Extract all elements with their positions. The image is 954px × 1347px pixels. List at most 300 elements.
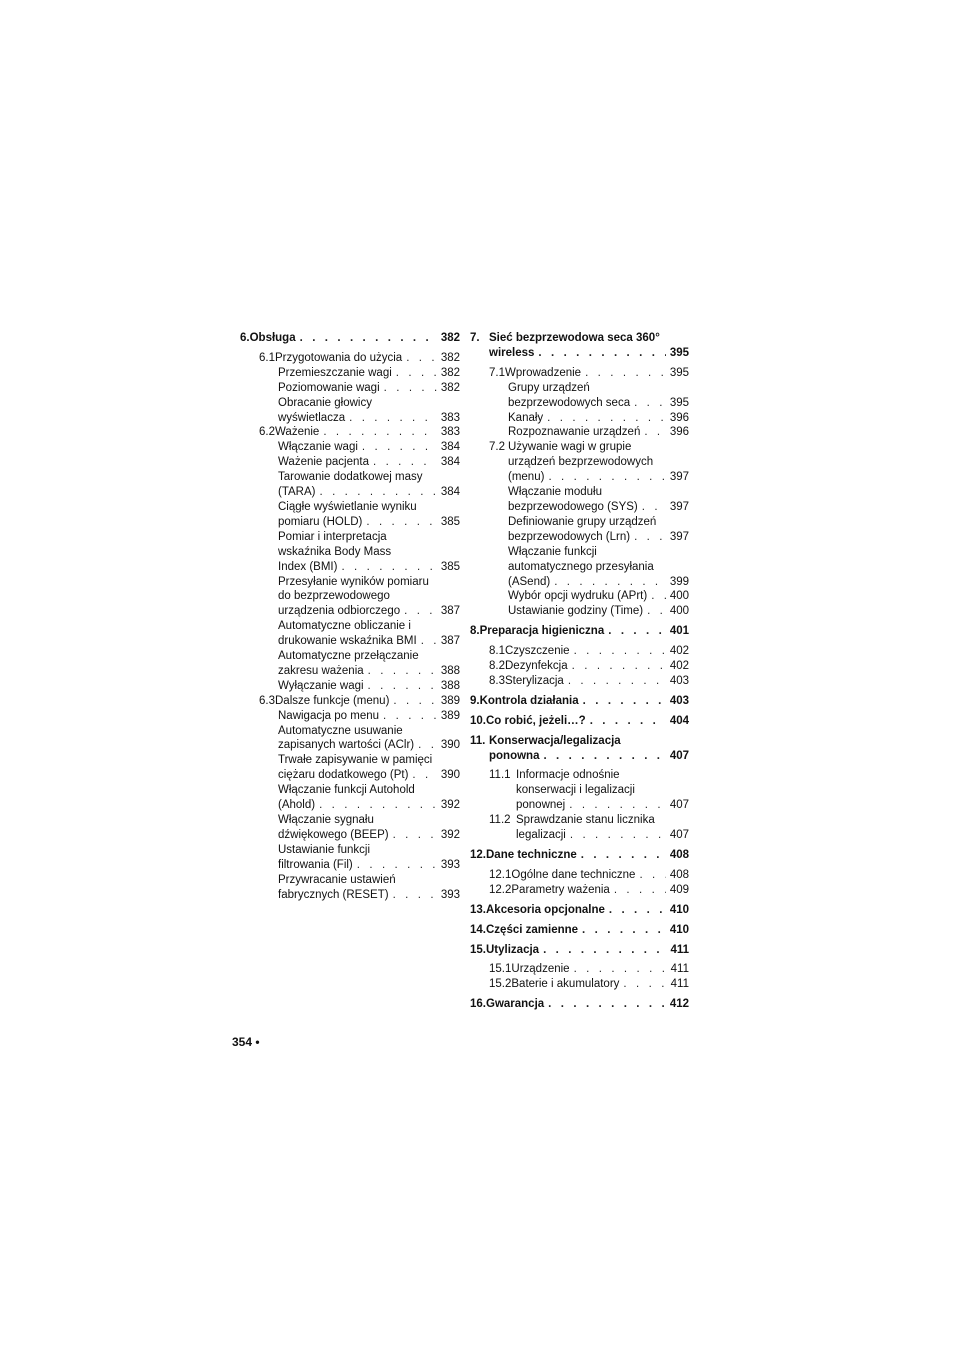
section-number: 11.1: [489, 769, 511, 782]
toc-entry[interactable]: [470, 734, 689, 764]
section-title: bezprzewodowych seca: [508, 396, 631, 409]
dot-leader: [362, 440, 437, 455]
dot-leader: [319, 485, 436, 500]
page-ref: 409: [669, 883, 689, 896]
toc-entry[interactable]: [470, 714, 689, 729]
toc-left-column: [240, 331, 460, 902]
section-title: Dalsze funkcje (menu): [275, 694, 390, 707]
dot-leader: [384, 381, 437, 396]
toc-entry[interactable]: [470, 903, 689, 918]
toc-entry-line: [278, 858, 460, 873]
section-title: drukowanie wskaźnika BMI: [278, 635, 417, 648]
dot-leader: [647, 604, 666, 619]
section-number: 12.1: [489, 868, 512, 881]
page-ref: 400: [669, 590, 689, 603]
toc-entry-line: [278, 545, 460, 560]
dot-leader: [639, 868, 665, 883]
page-ref: 411: [670, 978, 689, 991]
page-ref: 401: [669, 625, 689, 638]
dot-leader: [581, 848, 666, 863]
section-number: 12.2: [489, 883, 512, 896]
toc-entry-line: [489, 768, 689, 783]
section-title: zapisanych wartości (AClr): [278, 739, 415, 752]
section-title: Włączanie funkcji Autohold: [278, 784, 415, 797]
section-title: Kanały: [508, 411, 544, 424]
dot-leader: [368, 679, 437, 694]
page-ref: 412: [669, 998, 689, 1011]
toc-entry[interactable]: [278, 724, 460, 754]
section-number: 16.: [470, 998, 486, 1011]
section-title: Nawigacja po menu: [278, 709, 380, 722]
section-title: Wyłączanie wagi: [278, 679, 364, 692]
toc-entry-line: [470, 923, 689, 938]
page-ref: 402: [669, 660, 689, 673]
section-title: pomiaru (HOLD): [278, 515, 363, 528]
section-number: 14.: [470, 923, 486, 936]
toc-entry[interactable]: [489, 962, 689, 977]
section-title: urządzeń bezprzewodowych: [508, 456, 654, 469]
toc-entry-line: [278, 828, 460, 843]
section-title: Ustawianie funkcji: [278, 843, 371, 856]
toc-entry-line: [278, 753, 460, 768]
toc-entry-line: [278, 843, 460, 858]
toc-entry-line: [508, 545, 689, 560]
toc-entry-line: [278, 888, 460, 903]
dot-leader: [368, 664, 437, 679]
page-ref: 399: [669, 575, 689, 588]
page-ref: 411: [670, 963, 689, 976]
toc-entry-line: [278, 470, 460, 485]
toc-entry-line: [489, 659, 689, 674]
section-title: ciężaru dodatkowego (Pt): [278, 769, 409, 782]
page-ref: 389: [440, 694, 460, 707]
dot-leader: [366, 515, 436, 530]
dot-leader: [406, 351, 437, 366]
dot-leader: [421, 634, 437, 649]
section-title: urządzenia odbiorczego: [278, 605, 401, 618]
toc-entry-line: [508, 560, 689, 575]
toc-entry[interactable]: [278, 709, 460, 724]
section-title: Włączanie sygnału: [278, 814, 374, 826]
toc-entry-line: [278, 411, 460, 426]
dot-leader: [623, 977, 666, 992]
toc-entry-line: [489, 798, 689, 813]
toc-entry-line: [278, 709, 460, 724]
toc-entry-line: [278, 366, 460, 381]
page-ref: 389: [440, 709, 460, 722]
toc-entry[interactable]: [508, 589, 689, 604]
toc-entry[interactable]: [278, 783, 460, 813]
toc-entry-line: [470, 624, 689, 639]
section-title: Preparacja higieniczna: [479, 625, 605, 638]
toc-entry[interactable]: [240, 331, 460, 346]
section-title: Utylizacja: [486, 943, 540, 956]
page-ref: 407: [669, 749, 689, 762]
section-number: 6.1: [259, 351, 275, 364]
toc-entry-line: [278, 440, 460, 455]
toc-entry-line: [508, 485, 689, 500]
section-title: ponownej: [516, 799, 566, 812]
toc-entry[interactable]: [489, 868, 689, 883]
toc-entry-line: [278, 873, 460, 888]
toc-entry-line: [278, 798, 460, 813]
toc-entry[interactable]: [278, 396, 460, 426]
toc-entry-line: [470, 331, 689, 346]
dot-leader: [547, 411, 666, 426]
section-title: Co robić, jeżeli…?: [486, 714, 586, 727]
section-number: 10.: [470, 714, 486, 727]
section-title: Czyszczenie: [505, 645, 570, 658]
toc-entry-line: [278, 560, 460, 575]
section-number: 7.: [470, 332, 480, 344]
toc-entry-line: [508, 515, 689, 530]
section-title: Wybór opcji wydruku (APrt): [508, 590, 648, 603]
section-title: bezprzewodowych (Lrn): [508, 530, 631, 543]
section-title: legalizacji: [516, 829, 566, 842]
section-number: 11.2: [489, 814, 511, 827]
toc-entry[interactable]: [470, 923, 689, 938]
section-title: Włączanie wagi: [278, 441, 358, 454]
section-title: Przygotowania do użycia: [275, 351, 403, 364]
dot-leader: [323, 425, 436, 440]
toc-entry[interactable]: [278, 470, 460, 500]
section-title: dźwiękowego (BEEP): [278, 828, 389, 841]
toc-entry-line: [278, 575, 460, 590]
toc-entry-line: [489, 783, 689, 798]
page-ref: 382: [440, 332, 460, 344]
toc-right-column: [470, 331, 689, 1012]
section-number: 13.: [470, 903, 486, 916]
page-ref: 383: [440, 411, 460, 424]
toc-entry-line: [470, 734, 689, 749]
toc-entry[interactable]: [470, 331, 689, 361]
section-title: Grupy urządzeń: [508, 381, 590, 394]
toc-entry[interactable]: [259, 425, 460, 440]
section-title: Gwarancja: [486, 998, 545, 1011]
dot-leader: [538, 346, 665, 361]
toc-entry[interactable]: [278, 530, 460, 575]
page-ref: 407: [669, 829, 689, 842]
toc-entry-line: [470, 943, 689, 958]
toc-entry-line: [278, 381, 460, 396]
page-ref: 396: [669, 426, 689, 439]
page-ref: 388: [440, 664, 460, 677]
toc-entry-line: [470, 714, 689, 729]
section-title: Kontrola działania: [479, 694, 579, 707]
dot-leader: [383, 709, 437, 724]
page-ref: 410: [669, 903, 689, 916]
toc-entry[interactable]: [508, 604, 689, 619]
section-title: do bezprzewodowego: [278, 590, 390, 603]
toc-entry-line: [278, 604, 460, 619]
section-title: Ustawianie godziny (Time): [508, 605, 644, 618]
footer-bullet: •: [255, 1035, 260, 1049]
page-ref: 393: [440, 888, 460, 901]
toc-entry-line: [470, 997, 689, 1012]
dot-leader: [642, 500, 666, 515]
toc-entry-line: [259, 694, 460, 709]
toc-entry[interactable]: [489, 768, 689, 813]
page-ref: 384: [440, 486, 460, 499]
toc-entry[interactable]: [278, 843, 460, 873]
section-number: 8.3: [489, 674, 505, 687]
section-title: (ASend): [508, 575, 551, 588]
toc-entry[interactable]: [508, 545, 689, 590]
section-title: Sieć bezprzewodowa seca 360°: [489, 332, 660, 344]
page-ref: 404: [669, 714, 689, 727]
section-title: konserwacji i legalizacji: [516, 784, 635, 797]
dot-leader: [393, 888, 437, 903]
toc-entry-line: [489, 828, 689, 843]
dot-leader: [568, 674, 666, 689]
toc-entry[interactable]: [278, 500, 460, 530]
dot-leader: [609, 903, 666, 918]
toc-entry[interactable]: [278, 366, 460, 381]
toc-entry-line: [278, 664, 460, 679]
dot-leader: [412, 768, 436, 783]
toc-entry-line: [470, 346, 689, 361]
section-title: Dane techniczne: [486, 849, 577, 861]
page-ref: 407: [669, 799, 689, 812]
dot-leader: [569, 798, 666, 813]
section-title: Urządzenie: [511, 963, 570, 976]
toc-entry-line: [489, 440, 689, 455]
section-number: 6.3: [259, 694, 275, 707]
section-title: Wprowadzenie: [505, 366, 582, 379]
section-title: fabrycznych (RESET): [278, 888, 389, 901]
toc-entry[interactable]: [278, 649, 460, 679]
section-title: automatycznego przesyłania: [508, 560, 654, 573]
toc-entry-line: [278, 813, 460, 828]
dot-leader: [396, 366, 437, 381]
dot-leader: [634, 530, 666, 545]
section-title: wskaźnika Body Mass: [278, 545, 392, 558]
section-title: Obsługa: [249, 332, 296, 344]
toc-entry-line: [278, 783, 460, 798]
toc-entry[interactable]: [508, 515, 689, 545]
dot-leader: [585, 366, 666, 381]
page-ref: 410: [669, 923, 689, 936]
toc-entry-line: [508, 396, 689, 411]
page-ref: 400: [669, 605, 689, 618]
toc-entry[interactable]: [470, 848, 689, 863]
section-title: Sterylizacja: [505, 674, 564, 687]
toc-entry[interactable]: [278, 455, 460, 470]
dot-leader: [418, 738, 437, 753]
page-ref: 408: [669, 868, 689, 881]
toc-entry-line: [278, 589, 460, 604]
page-ref: 392: [440, 799, 460, 812]
toc-entry[interactable]: [489, 977, 689, 992]
toc-entry-line: [278, 530, 460, 545]
page-ref: 390: [440, 739, 460, 752]
page-ref: 390: [440, 769, 460, 782]
dot-leader: [548, 997, 666, 1012]
toc-entry-line: [259, 351, 460, 366]
toc-entry[interactable]: [470, 694, 689, 709]
page-ref: 385: [440, 560, 460, 573]
page-ref: 403: [669, 694, 689, 707]
page-ref: 392: [440, 828, 460, 841]
section-number: 15.: [470, 943, 486, 956]
toc-entry-line: [489, 813, 689, 828]
section-number: 6.: [240, 332, 250, 344]
dot-leader: [543, 943, 666, 958]
section-title: zakresu ważenia: [278, 664, 364, 677]
toc-entry-line: [470, 749, 689, 764]
toc-entry-line: [489, 868, 689, 883]
toc-entry[interactable]: [508, 485, 689, 515]
toc-entry-line: [508, 589, 689, 604]
toc-entry-line: [489, 644, 689, 659]
toc-entry-line: [489, 674, 689, 689]
toc-entry[interactable]: [489, 644, 689, 659]
section-title: (TARA): [278, 486, 316, 499]
section-title: Automatyczne obliczanie i: [278, 620, 411, 633]
toc-entry-line: [278, 619, 460, 634]
section-title: Używanie wagi w grupie: [508, 441, 632, 454]
section-title: Baterie i akumulatory: [511, 978, 620, 991]
page-ref: 384: [440, 456, 460, 469]
dot-leader: [634, 396, 666, 411]
dot-leader: [373, 455, 437, 470]
toc-entry[interactable]: [278, 440, 460, 455]
toc-entry[interactable]: [470, 943, 689, 958]
page-ref: 408: [669, 849, 689, 861]
section-title: (menu): [508, 471, 545, 484]
section-number: 8.: [470, 625, 480, 638]
page-ref: 396: [669, 411, 689, 424]
toc-entry[interactable]: [278, 619, 460, 649]
section-title: bezprzewodowego (SYS): [508, 500, 638, 513]
page-ref: 388: [440, 679, 460, 692]
dot-leader: [608, 624, 666, 639]
page-ref: 383: [440, 426, 460, 439]
toc-entry-line: [278, 738, 460, 753]
page-ref: 397: [669, 500, 689, 513]
section-title: Ogólne dane techniczne: [511, 868, 636, 881]
dot-leader: [644, 425, 665, 440]
section-title: Ważenie: [275, 426, 320, 439]
toc-entry-line: [489, 962, 689, 977]
toc-entry[interactable]: [278, 381, 460, 396]
toc-entry[interactable]: [489, 366, 689, 381]
toc-entry-line: [508, 411, 689, 426]
page-ref: 382: [440, 366, 460, 379]
dot-leader: [583, 694, 666, 709]
section-title: Dezynfekcja: [505, 660, 568, 673]
page-ref: 395: [669, 396, 689, 409]
section-title: Automatyczne usuwanie: [278, 724, 403, 737]
toc-entry[interactable]: [489, 440, 689, 485]
page-ref: 411: [670, 943, 689, 956]
section-title: filtrowania (Fil): [278, 858, 353, 871]
dot-leader: [543, 749, 665, 764]
section-number: 6.2: [259, 426, 275, 439]
toc-entry-line: [489, 883, 689, 898]
page-ref: 385: [440, 515, 460, 528]
toc-entry[interactable]: [259, 351, 460, 366]
section-title: Poziomowanie wagi: [278, 381, 380, 394]
toc-entry[interactable]: [489, 883, 689, 898]
toc-entry-line: [508, 500, 689, 515]
toc-entry[interactable]: [508, 411, 689, 426]
dot-leader: [300, 331, 437, 346]
toc-entry[interactable]: [470, 624, 689, 639]
toc-entry[interactable]: [508, 425, 689, 440]
dot-leader: [404, 604, 437, 619]
toc-entry[interactable]: [278, 753, 460, 783]
toc-entry-line: [278, 396, 460, 411]
section-number: 15.1: [489, 963, 512, 976]
toc-entry[interactable]: [259, 694, 460, 709]
section-title: Akcesoria opcjonalne: [486, 903, 605, 916]
toc-entry-line: [508, 530, 689, 545]
section-title: (Ahold): [278, 799, 316, 812]
page-ref: 382: [440, 381, 460, 394]
toc-entry[interactable]: [278, 679, 460, 694]
toc-entry[interactable]: [489, 674, 689, 689]
section-title: Sprawdzanie stanu licznika: [516, 814, 655, 827]
section-number: 11.: [470, 734, 486, 747]
toc-entry[interactable]: [278, 575, 460, 620]
section-title: Rozpoznawanie urządzeń: [508, 426, 641, 439]
dot-leader: [614, 883, 666, 898]
section-title: Definiowanie grupy urządzeń: [508, 515, 657, 528]
section-title: Obracanie głowicy: [278, 396, 372, 409]
section-number: 7.2: [489, 441, 505, 454]
page-ref: 393: [440, 858, 460, 871]
dot-leader: [357, 858, 437, 873]
section-title: Włączanie funkcji: [508, 545, 597, 558]
dot-leader: [582, 923, 666, 938]
section-number: 8.1: [489, 645, 505, 658]
dot-leader: [393, 694, 436, 709]
page-ref: 395: [669, 346, 689, 359]
toc-entry-line: [278, 515, 460, 530]
toc-entry[interactable]: [278, 873, 460, 903]
section-title: Automatyczne przełączanie: [278, 650, 419, 663]
page-ref: 397: [669, 471, 689, 484]
dot-leader: [393, 828, 437, 843]
section-title: Części zamienne: [486, 923, 579, 936]
toc-entry-line: [508, 604, 689, 619]
toc-entry[interactable]: [278, 813, 460, 843]
toc-entry[interactable]: [508, 381, 689, 411]
section-title: Index (BMI): [278, 560, 338, 573]
toc-entry[interactable]: [489, 813, 689, 843]
toc-entry-line: [278, 500, 460, 515]
toc-entry-line: [489, 366, 689, 381]
section-title: wireless: [489, 346, 535, 359]
toc-entry-line: [470, 694, 689, 709]
page-ref: 387: [440, 635, 460, 648]
section-number: 8.2: [489, 660, 505, 673]
section-title: Ważenie pacjenta: [278, 456, 369, 469]
dot-leader: [548, 470, 665, 485]
page-ref: 387: [440, 605, 460, 618]
toc-entry-line: [278, 724, 460, 739]
dot-leader: [590, 714, 666, 729]
section-title: Przywracanie ustawień: [278, 873, 396, 886]
toc-entry-line: [278, 649, 460, 664]
toc-entry[interactable]: [489, 659, 689, 674]
toc-entry-line: [508, 575, 689, 590]
page-ref: 395: [669, 366, 689, 379]
section-number: 7.1: [489, 366, 505, 379]
toc-entry[interactable]: [470, 997, 689, 1012]
dot-leader: [574, 644, 666, 659]
